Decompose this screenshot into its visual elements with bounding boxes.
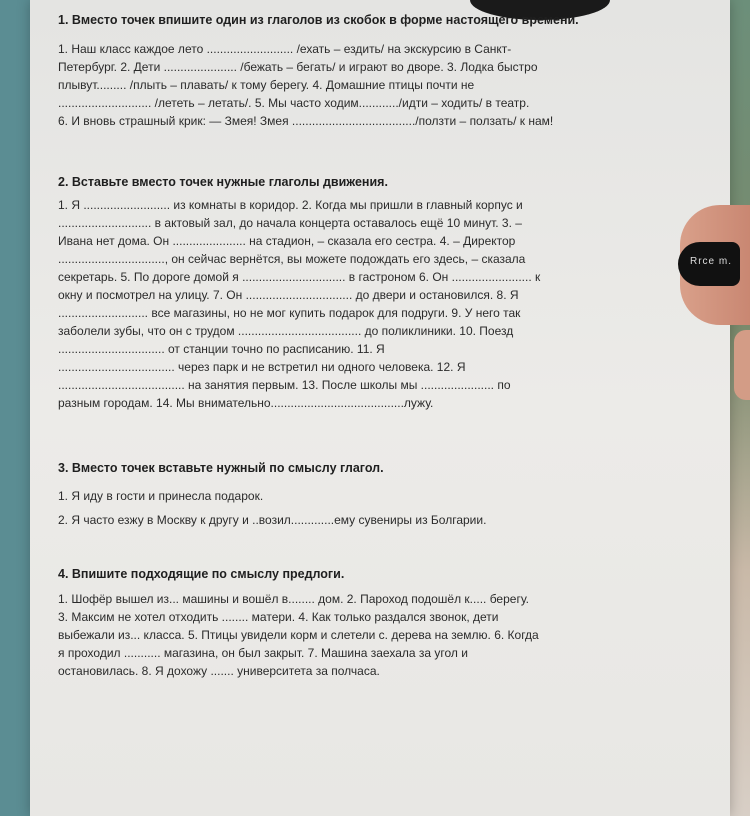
text-line: ........................... все магазины, но не мог купить подарок для подруги. 9. У него так xyxy=(58,306,521,320)
text-line: Петербург. 2. Дети ...................... /бежать – бегать/ и играют во дворе. 3. Лодка быстро xyxy=(58,60,538,74)
fingernail xyxy=(678,242,740,286)
text-line: плывут......... /плыть – плавать/ к тому берегу. 4. Домашние птицы почти не xyxy=(58,78,475,92)
exercise-3 xyxy=(58,460,658,532)
text-line: 1. Я .......................... из комнаты в коридор. 2. Когда мы пришли в главный корпус и xyxy=(58,198,523,212)
text-line: я проходил ........... магазина, он был закрыт. 7. Машина заехала за угол и xyxy=(58,646,468,660)
exercise-1-heading: 1. Вместо точек впишите один из глаголов из скобок в форме настоящего времени. xyxy=(58,13,579,27)
text-line: 1. Шофёр вышел из... машины и вошёл в........ дом. 2. Пароход подошёл к..... берегу. xyxy=(58,592,529,606)
text-line: ................................... через парк и не встретил ни одного человека. 12. Я xyxy=(58,360,466,374)
exercise-3-text xyxy=(58,484,658,532)
exercise-2-heading: 2. Вставьте вместо точек нужные глаголы движения. xyxy=(58,175,388,189)
text-line: окну и посмотрел на улицу. 7. Он ................................ до двери и остановился. 8. Я xyxy=(58,288,519,302)
text-line: выбежали из... класса. 5. Птицы увидели корм и слетели с. дерева на землю. 6. Когда xyxy=(58,628,539,642)
text-line: 1. Я иду в гости и принесла подарок. xyxy=(58,489,264,503)
text-line: 2. Я часто езжу в Москву к другу и ..возил.............ему сувениры из Болгарии. xyxy=(58,513,487,527)
text-line: ................................ от станции точно по расписанию. 11. Я xyxy=(58,342,385,356)
text-line: разным городам. 14. Мы внимательно........................................лужу. xyxy=(58,396,434,410)
text-line: секретарь. 5. По дороге домой я ............................... в гастроном 6. Он ........................ к xyxy=(58,270,541,284)
text-line: ............................ /лететь – летать/. 5. Мы часто ходим............/идти – ходить/ в театр. xyxy=(58,96,530,110)
text-line: 1. Наш класс каждое лето .......................... /ехать – ездить/ на экскурсию в Санкт- xyxy=(58,42,512,56)
text-line: ............................ в актовый зал, до начала концерта оставалось ещё 10 минут. 3. – xyxy=(58,216,522,230)
text-line: ...................................... на занятия первым. 13. После школы мы ...................... по xyxy=(58,378,511,392)
text-line: Ивана нет дома. Он ...................... на стадион, – сказала его сестра. 4. – Директор xyxy=(58,234,516,248)
text-line: остановилась. 8. Я дохожу ....... университета за полчаса. xyxy=(58,664,380,678)
exercise-1 xyxy=(58,12,658,130)
text-line: 6. И вновь страшный крик: — Змея! Змея ...................................../ползти – ползать/ к нам! xyxy=(58,114,554,128)
text-line: ................................, он сейчас вернётся, вы можете подождать его здесь, – сказала xyxy=(58,252,526,266)
exercise-2-text xyxy=(58,196,658,412)
nail-text: Rrce m. xyxy=(690,256,732,267)
exercise-4 xyxy=(58,566,658,680)
exercise-1-text xyxy=(58,40,658,130)
text-line: заболели зубы, что он с трудом ..................................... до поликлиники. 10. Поезд xyxy=(58,324,514,338)
finger-lower xyxy=(734,330,750,400)
exercise-2 xyxy=(58,174,658,412)
text-line: 3. Максим не хотел отходить ........ матери. 4. Как только раздался звонок, дети xyxy=(58,610,499,624)
exercise-4-text xyxy=(58,590,658,680)
exercise-3-heading: 3. Вместо точек вставьте нужный по смыслу глагол. xyxy=(58,461,384,475)
exercise-4-heading: 4. Впишите подходящие по смыслу предлоги. xyxy=(58,567,345,581)
